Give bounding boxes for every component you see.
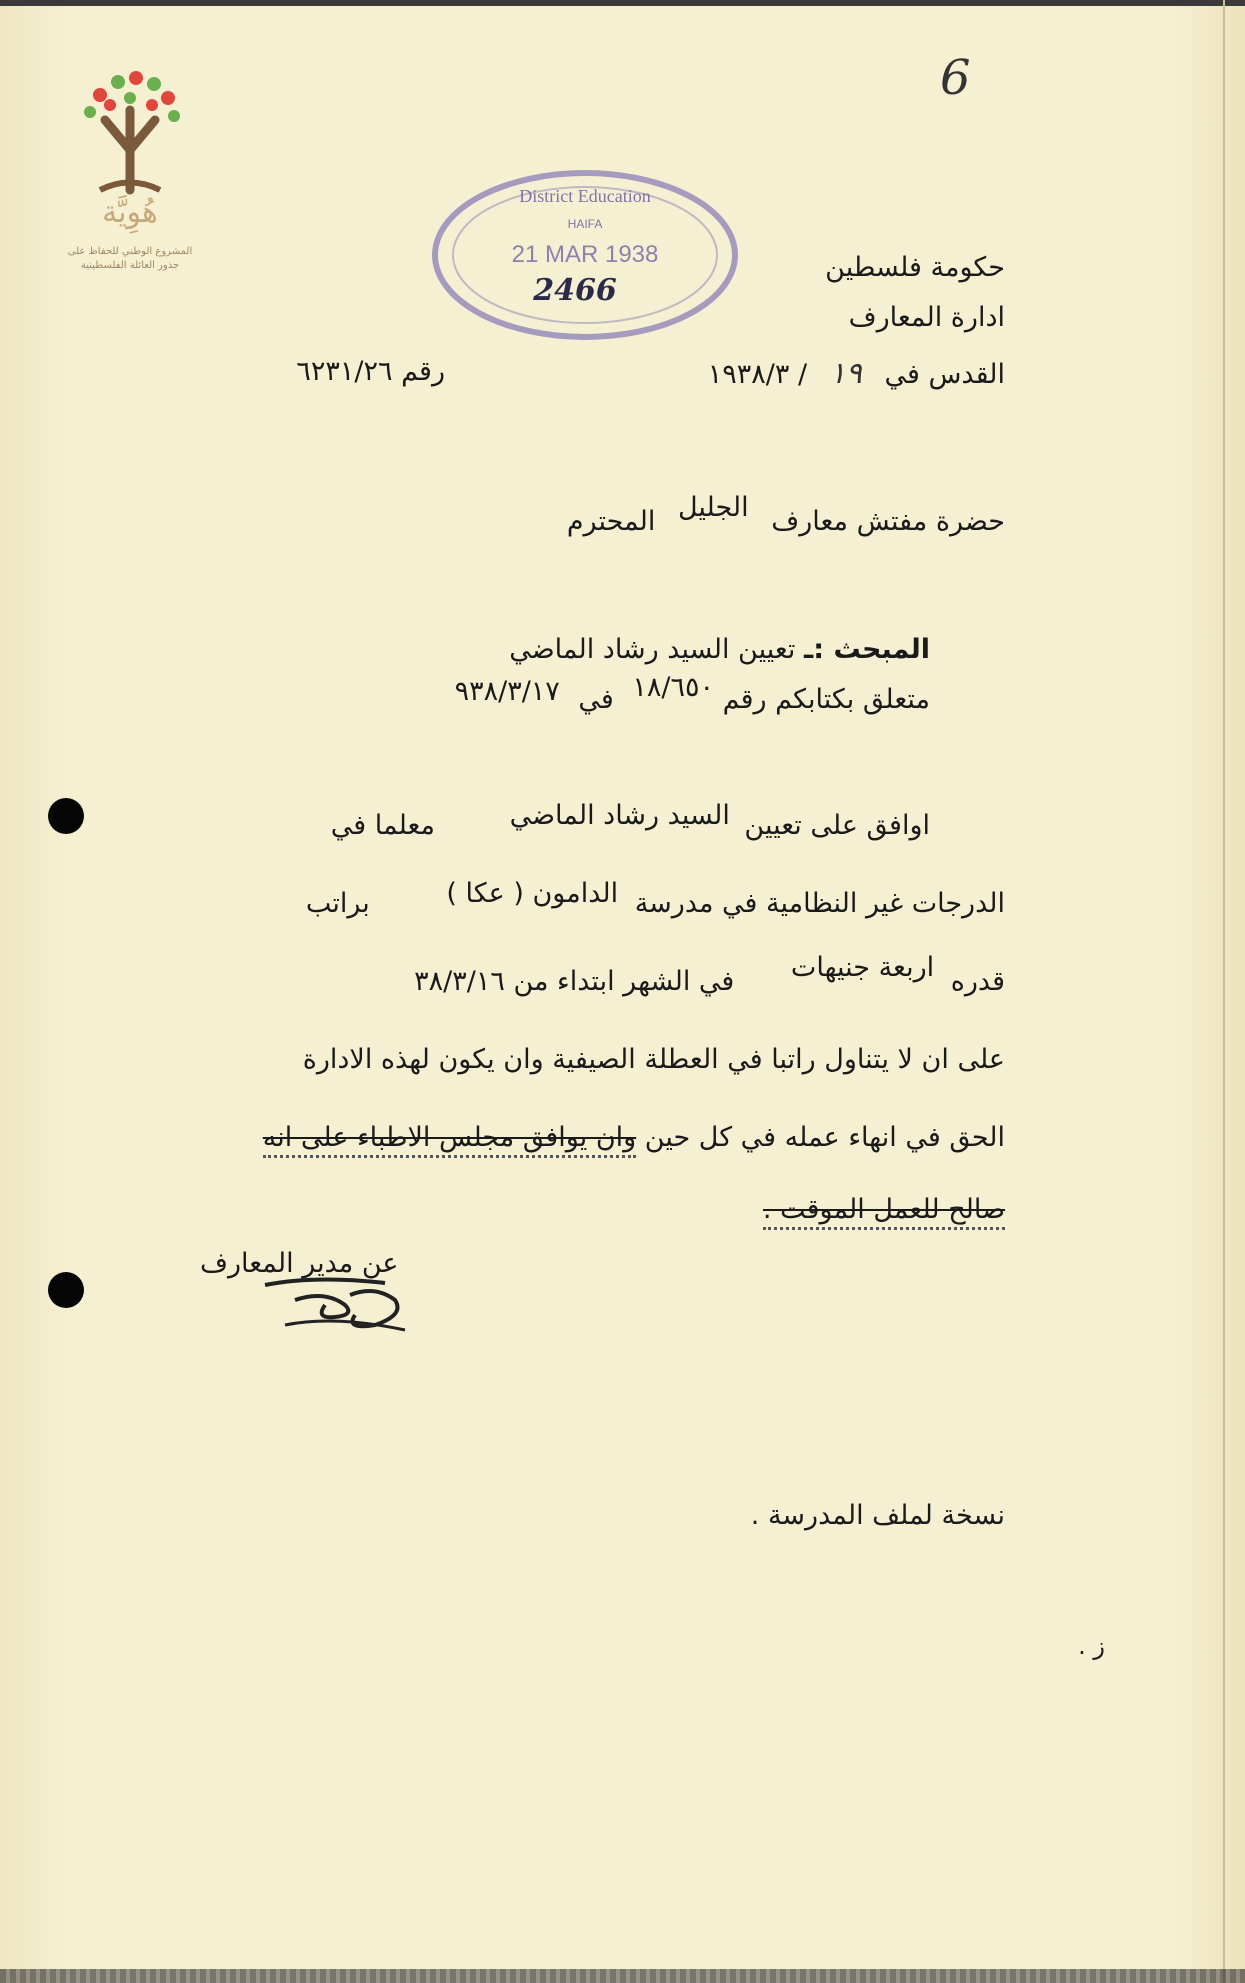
subject-label: المبحث :ـ (804, 634, 930, 665)
body-line-3-c: في الشهر ابتداء من ٣٨/٣/١٦ (414, 966, 735, 997)
body-line-6 (763, 1194, 1005, 1226)
copy-note: نسخة لملف المدرسة . (750, 1500, 1005, 1531)
punch-hole-bottom (48, 1272, 84, 1308)
place-date (708, 356, 1005, 392)
reference-number: ٦٢٣١/٢٦ (296, 356, 393, 387)
subject-text: تعيين السيد رشاد الماضي (509, 634, 796, 665)
body-line-5 (263, 1122, 1005, 1154)
logo-wordmark: هُوِيَّة (102, 195, 158, 230)
body-line-5-struck: وان يوافق مجلس الاطباء على انه (263, 1122, 636, 1158)
body-line-5-a: الحق في انهاء عمله في كل حين (644, 1122, 1005, 1153)
logo-tagline-1: المشروع الوطني للحفاظ على (67, 246, 193, 257)
subject-line (509, 634, 930, 666)
received-stamp (425, 160, 745, 350)
subject-ref-date-label: في (578, 684, 614, 715)
body-line-2-c: براتب (305, 888, 370, 919)
body-line-1-c: معلما في (330, 810, 436, 841)
body-line-6-struck: صالح للعمل الموقت . (763, 1194, 1005, 1230)
stamp-number: 2466 (533, 273, 617, 308)
place-date-label: القدس في (884, 359, 1005, 390)
addressee-prefix: حضرة مفتش معارف (771, 506, 1005, 537)
logo-tagline (55, 245, 205, 272)
page-number: 6 (940, 50, 971, 106)
subject-ref-date: ٩٣٨/٣/١٧ (454, 676, 560, 707)
date-rest: / ١٩٣٨/٣ (707, 359, 808, 390)
scan-edge-bottom (0, 1969, 1245, 1983)
body-line-4: على ان لا يتناول راتبا في العطلة الصيفية وان يكون لهذه الادارة (302, 1044, 1005, 1075)
body-line-3-b: اربعة جنيهات (790, 952, 935, 983)
body-line-3-a: قدره (950, 966, 1005, 997)
stamp-line-2: HAIFA (567, 217, 603, 231)
reference-label: رقم (401, 356, 445, 387)
body-line-2 (305, 878, 1005, 920)
body-line-1-a: اوافق على تعيين (744, 810, 930, 841)
department-name: ادارة المعارف (848, 302, 1005, 333)
body-line-1-b: السيد رشاد الماضي (509, 800, 730, 831)
subject-reference (454, 672, 930, 716)
subject-ref-number: ١٨/٦٥٠ (632, 672, 715, 703)
stamp-date: 21 MAR 1938 (511, 241, 659, 268)
government-name: حكومة فلسطين (825, 252, 1005, 283)
addressee (566, 492, 1005, 538)
body-line-2-b: الدامون ( عكا ) (446, 878, 619, 909)
body-line-1 (330, 800, 930, 842)
signature-scribble-icon (255, 1245, 455, 1355)
body-line-3 (414, 952, 1005, 998)
addressee-region: الجليل (677, 492, 749, 523)
logo-tagline-2: جذور العائلة الفلسطينية (80, 259, 180, 271)
body-line-2-a: الدرجات غير النظامية في مدرسة (634, 888, 1005, 919)
scan-edge-top (0, 0, 1245, 6)
stamp-line-1: District Education (519, 186, 651, 206)
signature-title: عن مدير المعارف (200, 1248, 399, 1279)
addressee-suffix: المحترم (566, 506, 656, 537)
typist-initials: ز . (1078, 1632, 1105, 1660)
tree-logo-icon (70, 50, 190, 200)
reference (296, 356, 445, 388)
subject-ref-prefix: متعلق بكتابكم رقم (722, 684, 930, 715)
date-day: ١٩ (829, 356, 862, 391)
punch-hole-top (48, 798, 84, 834)
scan-edge-right (1223, 0, 1225, 1983)
